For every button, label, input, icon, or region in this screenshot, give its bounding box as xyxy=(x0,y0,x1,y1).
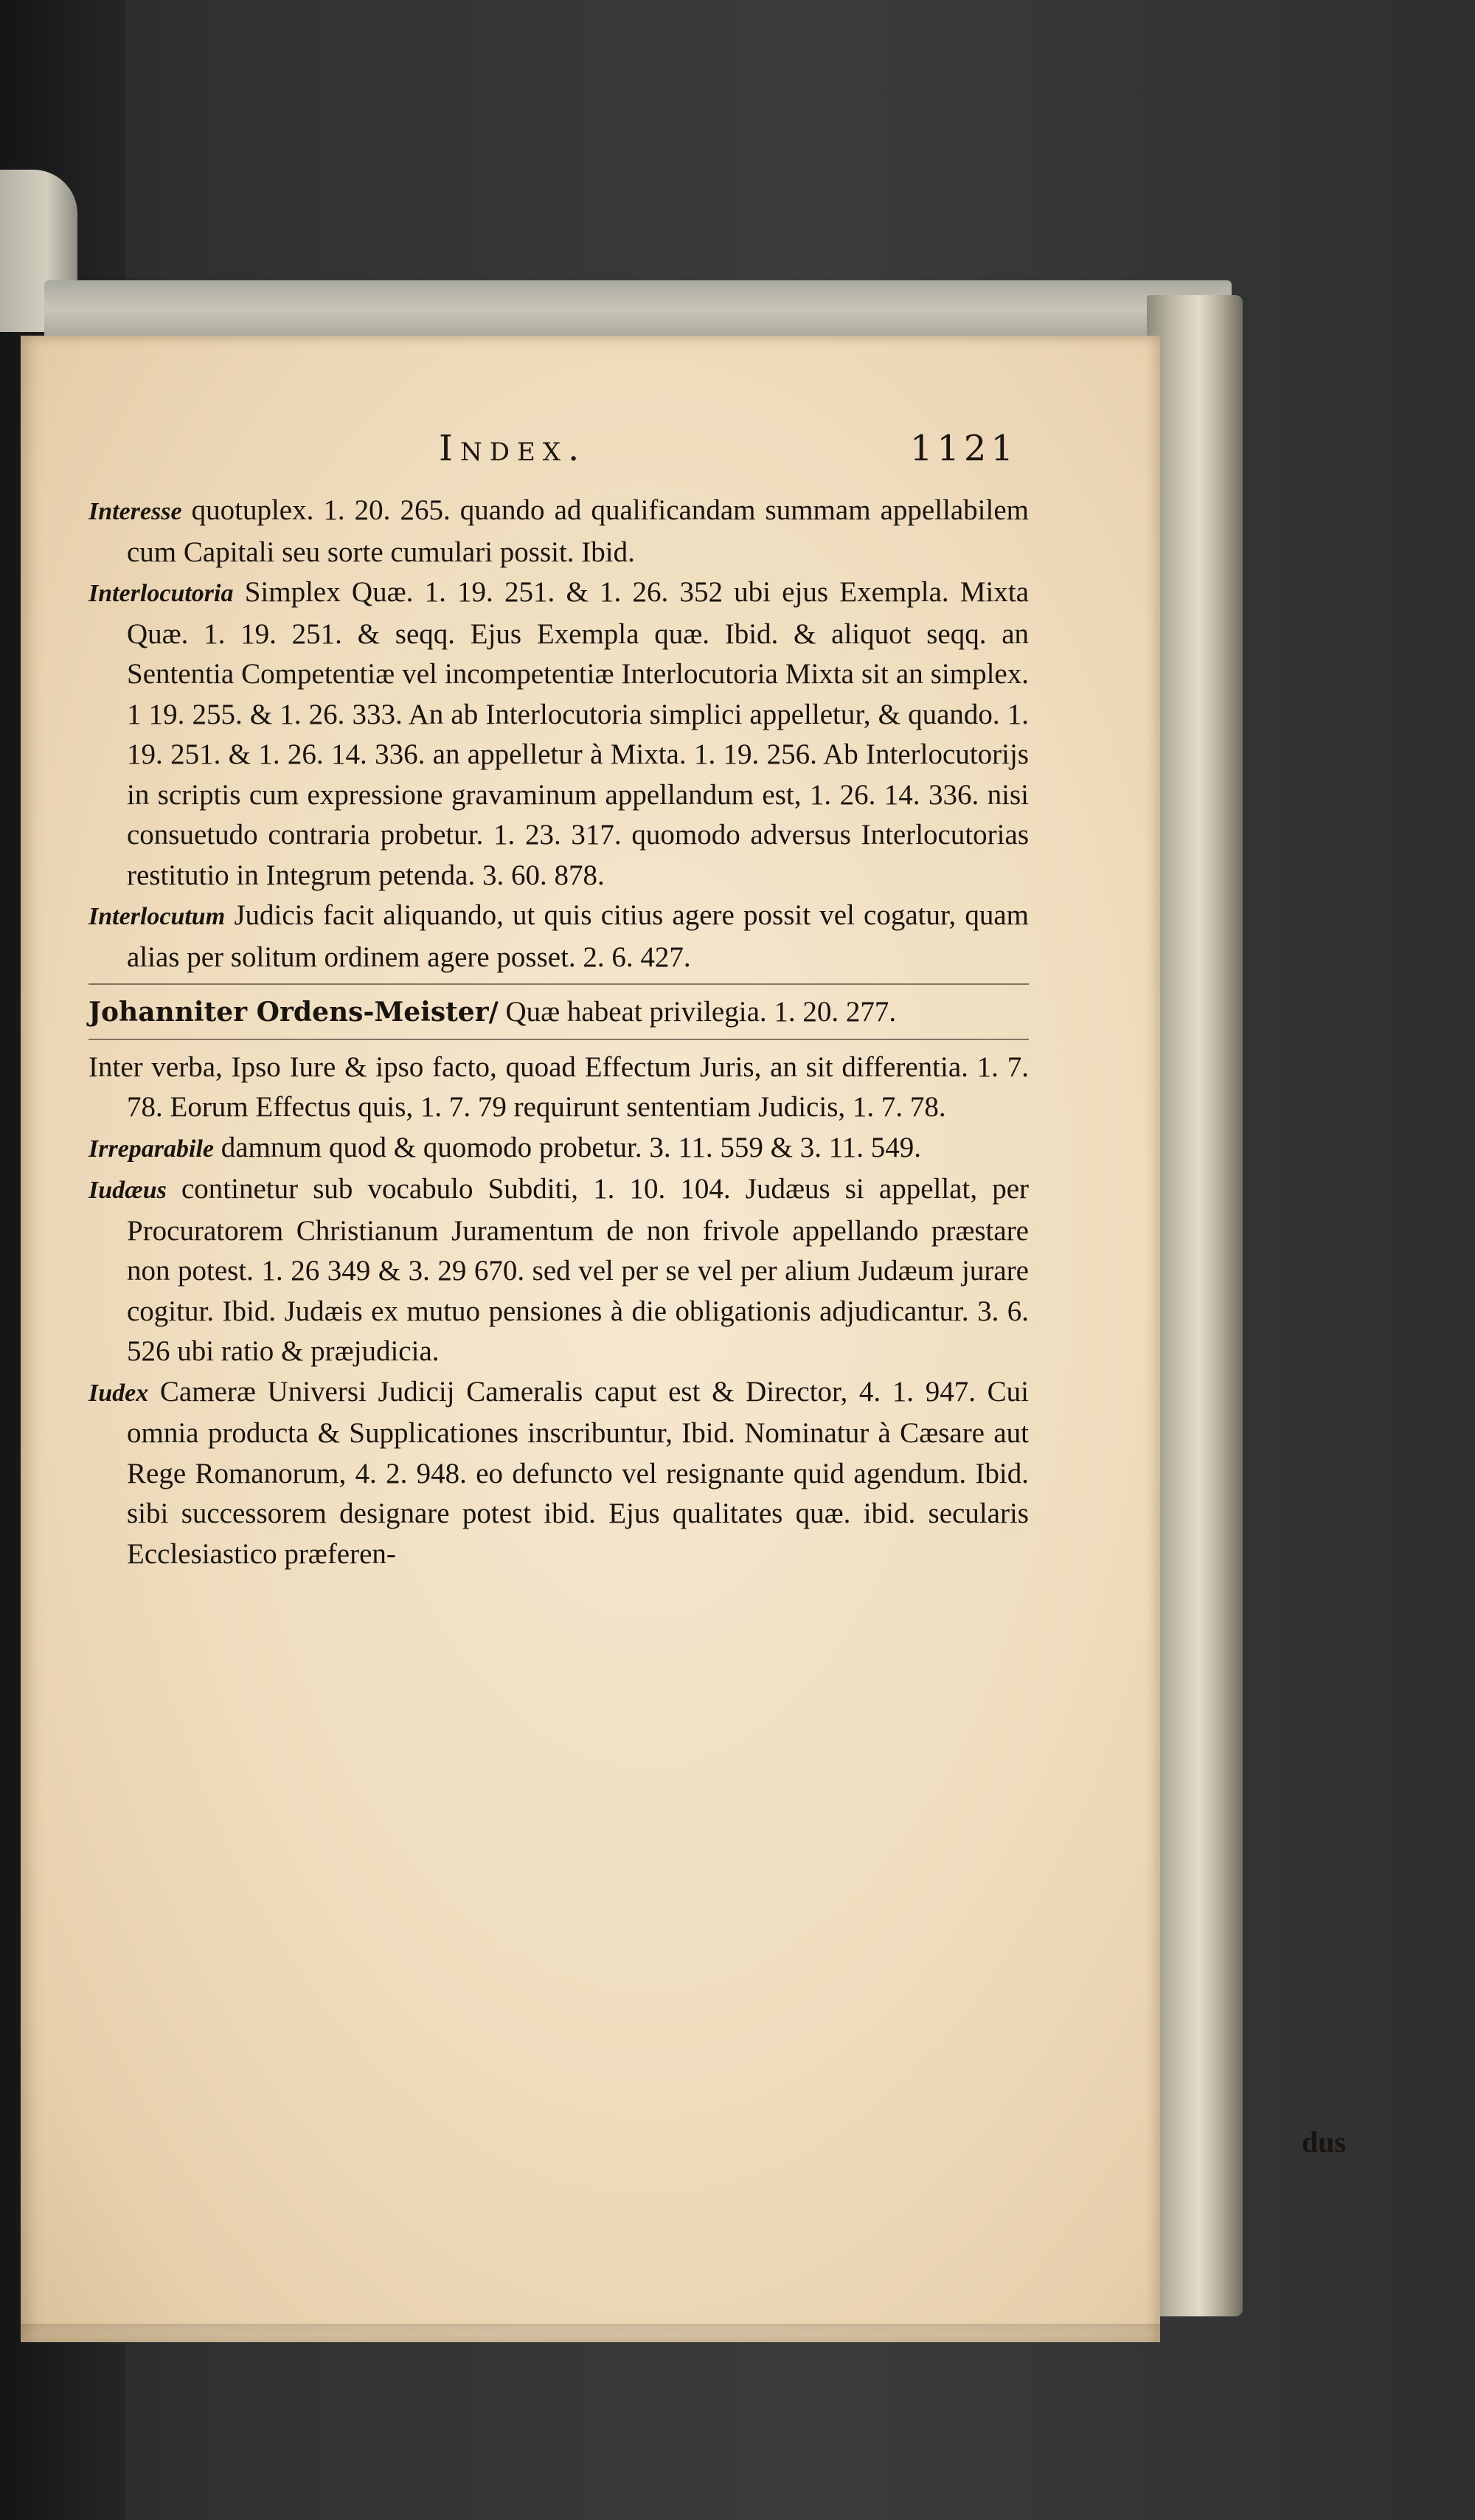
entry-text: Simplex Quæ. 1. 19. 251. & 1. 26. 352 ubi ejus Exempla. Mixta Quæ. 1. 19. 251. & seqq. Ejus Exempla quæ. Ibid. & aliquot seqq. an Sententia Competentiæ vel incompetentiæ Interlocutoria Mixta sit an simplex. 1 19. 255. & 1. 26. 333. An ab Interlocutoria simplici appelletur, & quando. 1. 19. 251. & 1. 26. 14. 336. an appelletur à Mixta. 1. 19. 256. Ab Interlocutorijs in scriptis cum expressione gravaminum appellandum est, 1. 26. 14. 336. nisi consuetudo contraria probetur. 1. 23. 317. quomodo adversus Interlocutorias restitutio in Integrum petenda. 3. 60. 878. xyxy=(127,576,1029,891)
index-entry-iudaeus xyxy=(88,1169,1029,1372)
entry-text: quotuplex. 1. 20. 265. quando ad qualificandam summam appellabilem cum Capitali seu sorte cumulari possit. Ibid. xyxy=(127,494,1029,568)
page-number: 1121 xyxy=(909,428,1018,469)
entry-head: Iudex xyxy=(88,1379,149,1407)
index-entry-interlocutoria xyxy=(88,572,1029,896)
index-text-block xyxy=(88,491,1029,1574)
divider-rule xyxy=(88,980,1029,985)
entry-text: Quæ habeat privilegia. 1. 20. 277. xyxy=(505,996,897,1028)
index-entry-inter-verba xyxy=(88,1048,1029,1128)
index-entry-interesse xyxy=(88,491,1029,572)
entry-text: damnum quod & quomodo probetur. 3. 11. 559 & 3. 11. 549. xyxy=(221,1131,922,1163)
catchword: dus xyxy=(1301,2125,1346,2159)
book-fore-edge xyxy=(1147,295,1243,2316)
entry-head: Interesse xyxy=(88,498,182,525)
divider-rule xyxy=(88,1036,1029,1040)
entry-text: Judicis facit aliquando, ut quis citius agere possit vel cogatur, quam alias per solitum ordinem agere posset. 2. 6. 427. xyxy=(127,899,1029,973)
index-entry-irreparabile xyxy=(88,1128,1029,1170)
entry-head: Irreparabile xyxy=(88,1135,214,1163)
entry-head: Iudæus xyxy=(88,1177,167,1204)
page-shadow xyxy=(21,2324,1160,2346)
index-entry-johanniter xyxy=(88,992,1029,1033)
running-title: Index. xyxy=(439,428,587,469)
entry-text: Cameræ Universi Judicij Cameralis caput est & Director, 4. 1. 947. Cui omnia producta & Supplicationes inscribuntur, Ibid. Nominatur à Cæsare aut Rege Romanorum, 4. 2. 948. eo defuncto vel resignante quid agendum. Ibid. sibi successorem designare potest ibid. Ejus qualitates quæ. ibid. secularis Ecclesiastico præferen- xyxy=(127,1375,1029,1570)
index-entry-interlocutum xyxy=(88,896,1029,977)
entry-head: Interlocutoria xyxy=(88,580,234,607)
entry-head: Interlocutum xyxy=(88,903,226,930)
entry-text: continetur sub vocabulo Subditi, 1. 10. 104. Judæus si appellat, per Procuratorem Christianum Juramentum de non frivole appellando præstare non potest. 1. 26 349 & 3. 29 670. sed vel per se vel per alium Judæum jurare cogitur. Ibid. Judæis ex mutuo pensiones à die obligationis adjudicantur. 3. 6. 526 ubi ratio & præjudicia. xyxy=(127,1173,1029,1367)
entry-text: Inter verba, Ipso Iure & ipso facto, quoad Effectum Juris, an sit differentia. 1. 7. 78. Eorum Effectus quis, 1. 7. 79 requirunt sententiam Judicis, 1. 7. 78. xyxy=(88,1050,1029,1123)
entry-head-gothic: Johanniter Ordens-Meister/ xyxy=(88,997,499,1028)
index-entry-iudex xyxy=(88,1372,1029,1575)
running-head xyxy=(96,428,1018,480)
